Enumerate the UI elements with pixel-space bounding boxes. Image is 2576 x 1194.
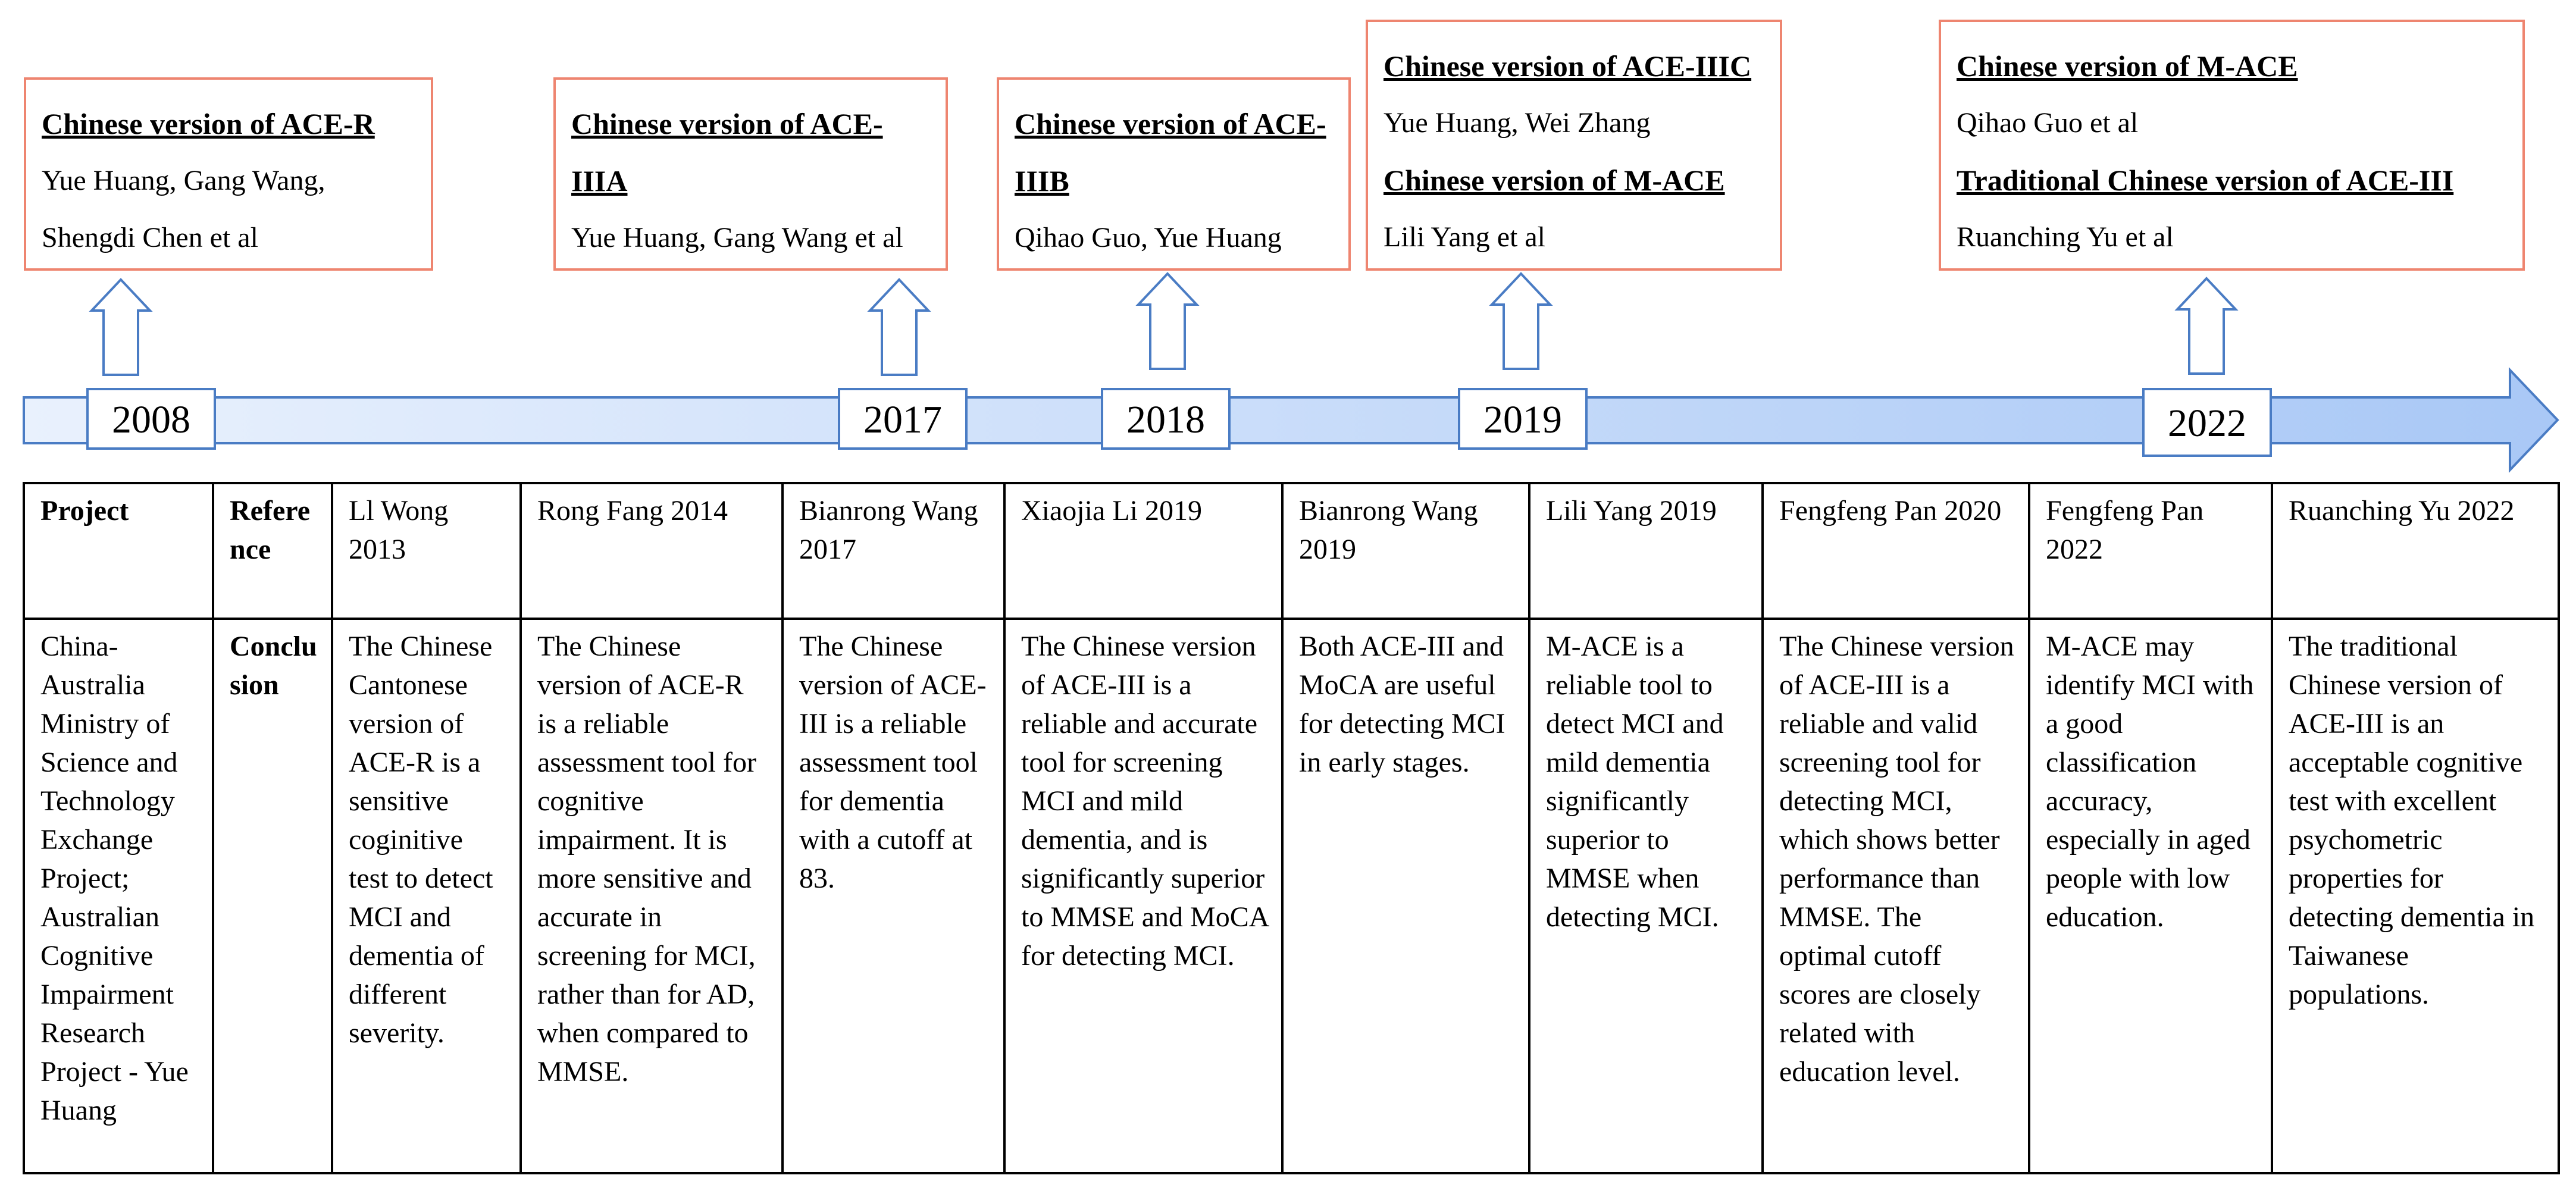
milestone-authors: Ruanching Yu et al: [1957, 221, 2174, 253]
up-arrow-icon: [2177, 278, 2236, 374]
table-header-study: Lili Yang 2019: [1546, 495, 1717, 527]
up-arrow-icon: [1492, 274, 1550, 369]
table-cell-conclusion: The Chinese version of ACE-R is a reliable assessment tool for cognitive impairment. It is more sensitive and accurate in screening for MCI, rather than for AD, when compared to MMSE.: [537, 631, 756, 1088]
table-header-study: Fengfeng Pan 2022: [2046, 495, 2204, 565]
year-label: 2019: [1458, 388, 1588, 450]
table-cell-project: China-Australia Ministry of Science and Technology Exchange Project; Australian Cognitive Impairment Research Project - Yue Huang: [40, 631, 189, 1126]
milestone-box-2017: [553, 77, 948, 271]
table-header-study: Ll Wong 2013: [349, 495, 449, 565]
milestone-title: Traditional Chinese version of ACE-III: [1957, 164, 2454, 197]
milestone-authors: Lili Yang et al: [1384, 221, 1545, 253]
milestone-title: Chinese version of ACE-IIIA: [571, 107, 883, 198]
table-header-study: Ruanching Yu 2022: [2289, 495, 2515, 527]
milestone-title: Chinese version of M-ACE: [1384, 164, 1725, 197]
milestone-title: Chinese version of ACE-R: [42, 107, 375, 140]
table-cell-conclusion: M-ACE is a reliable tool to detect MCI and mild dementia significantly superior to MMSE when detecting MCI.: [1546, 631, 1724, 933]
table-cell-conclusion: Both ACE-III and MoCA are useful for detecting MCI in early stages.: [1299, 631, 1505, 778]
table-cell-conclusion: M-ACE may identify MCI with a good classification accuracy, especially in aged people with low education.: [2046, 631, 2254, 933]
milestone-title: Chinese version of M-ACE: [1957, 49, 2298, 83]
table-header-study: Bianrong Wang 2019: [1299, 495, 1478, 565]
milestone-title: Chinese version of ACE-IIIC: [1384, 49, 1752, 83]
table-header-study: Fengfeng Pan 2020: [1779, 495, 2002, 527]
year-label: 2022: [2142, 388, 2272, 457]
table-header-study: Bianrong Wang 2017: [799, 495, 978, 565]
year-label: 2017: [838, 388, 968, 450]
table-header-reference: Reference: [230, 495, 310, 565]
year-label: 2018: [1101, 388, 1231, 450]
up-arrow-icon: [92, 280, 150, 375]
milestone-authors: Yue Huang, Gang Wang,: [42, 165, 325, 196]
milestone-title: Chinese version of ACE-IIIB: [1015, 107, 1326, 198]
milestone-authors: Shengdi Chen et al: [42, 222, 258, 253]
milestone-box-2019: [1366, 20, 1782, 271]
table-cell-conclusion: The Chinese version of ACE-III is a reliable and accurate tool for screening MCI and mild dementia, and is significantly superior to MMSE and MoCA for detecting MCI.: [1021, 631, 1268, 972]
table-header-study: Xiaojia Li 2019: [1021, 495, 1202, 527]
year-label: 2008: [86, 388, 216, 450]
table-header-project: Project: [40, 495, 129, 527]
milestone-authors: Qihao Guo, Yue Huang: [1015, 222, 1282, 253]
milestone-box-2008: [24, 77, 433, 271]
milestone-authors: Yue Huang, Gang Wang et al: [571, 222, 903, 253]
milestone-authors: Yue Huang, Wei Zhang: [1384, 107, 1651, 139]
table-cell-conclusion: The Chinese version of ACE-III is a reliable and valid screening tool for detecting MCI, which shows better performance than MMSE. The optimal cutoff scores are closely related with education level.: [1779, 631, 2014, 1088]
milestone-box-2018: [997, 77, 1351, 271]
table-cell-conclusion: The Chinese Cantonese version of ACE-R is a sensitive coginitive test to detect MCI and dementia of different severity.: [349, 631, 493, 1049]
milestone-authors: Qihao Guo et al: [1957, 107, 2139, 139]
milestone-box-2022: [1939, 20, 2525, 271]
table-header-study: Rong Fang 2014: [537, 495, 728, 527]
up-arrow-icon: [870, 280, 928, 375]
table-cell-conclusion-label: Conclusion: [230, 631, 317, 701]
table-cell-conclusion: The traditional Chinese version of ACE-III is an acceptable cognitive test with excellent psychometric properties for detecting dementia in Taiwanese populations.: [2289, 631, 2535, 1010]
table-cell-conclusion: The Chinese version of ACE-III is a reliable assessment tool for dementia with a cutoff at 83.: [799, 631, 987, 894]
up-arrow-icon: [1138, 274, 1197, 369]
